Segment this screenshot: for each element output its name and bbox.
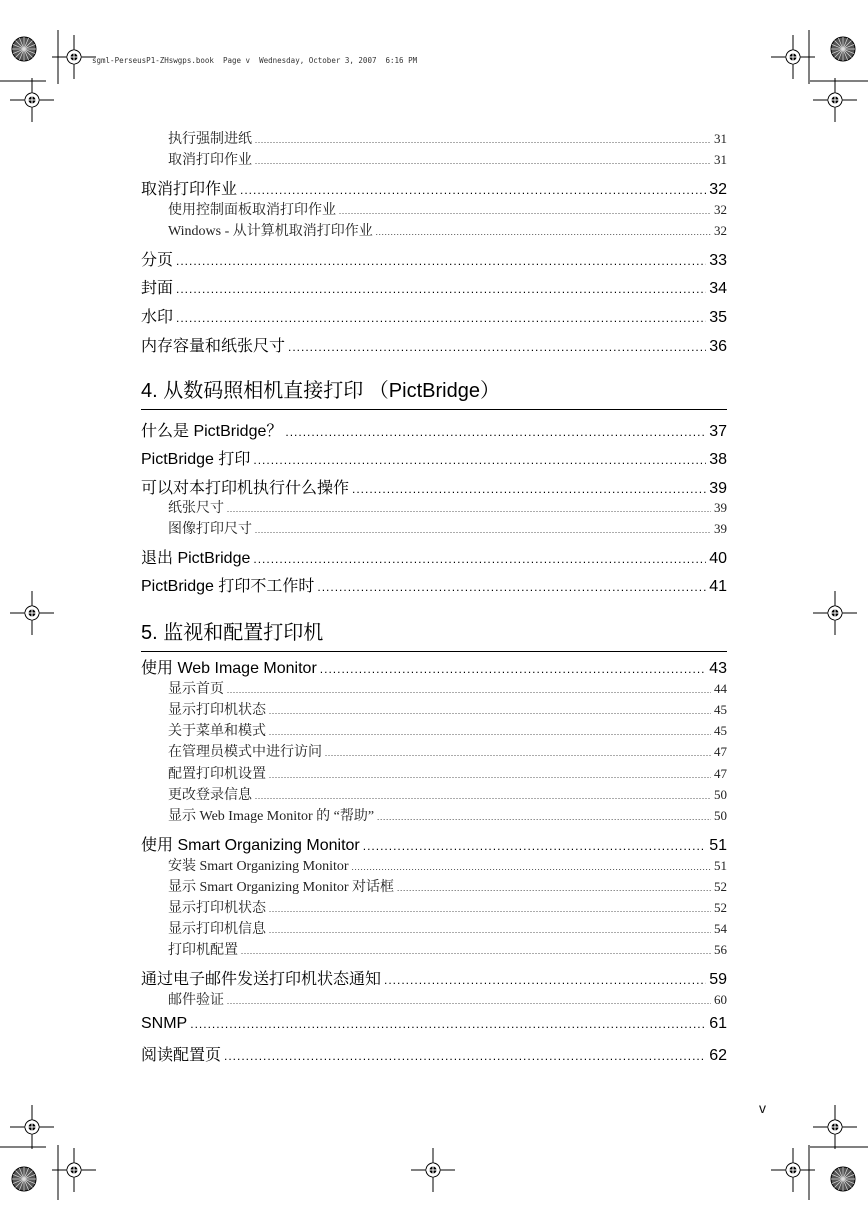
toc-page: 38 — [709, 451, 727, 468]
toc-page: 45 — [714, 702, 727, 717]
toc-title: 显示打印机状态 — [168, 901, 266, 916]
toc-title: 邮件验证 — [168, 993, 224, 1008]
toc-page: 60 — [714, 992, 727, 1007]
chapter-4-heading: 4. 从数码照相机直接打印 （PictBridge） — [141, 374, 727, 410]
toc-page: 62 — [709, 1047, 727, 1064]
toc-page: 51 — [709, 837, 727, 854]
toc-title: 在管理员模式中进行访问 — [168, 745, 322, 760]
toc-page: 54 — [714, 921, 727, 936]
toc-page: 45 — [714, 723, 727, 738]
toc-title: 退出 PictBridge — [141, 550, 251, 567]
toc-page: 32 — [714, 202, 727, 217]
toc-page: 36 — [709, 338, 727, 355]
crosshair-mark — [771, 1148, 815, 1192]
toc-page: 52 — [714, 900, 727, 915]
sunburst-mark-top-left — [12, 37, 36, 61]
toc-page: 40 — [709, 550, 727, 567]
toc-page: 32 — [709, 181, 727, 198]
toc-title: 显示打印机状态 — [168, 703, 266, 718]
toc-page: 47 — [714, 766, 727, 781]
toc-title: 水印 — [141, 309, 174, 326]
crosshair-mark — [411, 1148, 455, 1192]
toc-page: 34 — [709, 280, 727, 297]
toc-title: 取消打印作业 — [141, 181, 238, 198]
crosshair-mark — [52, 35, 96, 79]
chapter-5-heading: 5. 监视和配置打印机 — [141, 616, 727, 652]
toc-page: 47 — [714, 744, 727, 759]
toc-title: Windows - 从计算机取消打印作业 — [168, 224, 373, 239]
toc-title: 使用 Web Image Monitor — [141, 660, 317, 677]
toc-title: 关于菜单和模式 — [168, 724, 266, 739]
toc-title: 什么是 PictBridge？ — [141, 423, 283, 440]
toc-page: 31 — [714, 152, 727, 167]
crosshair-mark — [10, 1105, 54, 1149]
sunburst-mark-top-right — [831, 37, 855, 61]
crosshair-mark — [52, 1148, 96, 1192]
toc-page: 41 — [709, 578, 727, 595]
toc-title: 纸张尺寸 — [168, 501, 224, 516]
toc-title: 显示打印机信息 — [168, 922, 266, 937]
toc-page: 35 — [709, 309, 727, 326]
toc-page: 44 — [714, 681, 727, 696]
toc-page: 59 — [709, 971, 727, 988]
toc-page: 50 — [714, 808, 727, 823]
toc-page: 39 — [714, 500, 727, 515]
toc-page: 51 — [714, 858, 727, 873]
sunburst-mark-bottom-left — [12, 1167, 36, 1191]
toc-title: 使用 Smart Organizing Monitor — [141, 837, 360, 854]
toc-page: 37 — [709, 423, 727, 440]
toc-title: 显示首页 — [168, 682, 224, 697]
toc-title: 图像打印尺寸 — [168, 522, 252, 537]
toc-title: 封面 — [141, 280, 174, 297]
toc-page: 33 — [709, 252, 727, 269]
toc-page: 31 — [714, 131, 727, 146]
page-number: v — [759, 1100, 766, 1116]
crosshair-mark — [10, 591, 54, 635]
toc-title: 显示 Web Image Monitor 的 “帮助” — [168, 809, 375, 824]
toc-page: 52 — [714, 879, 727, 894]
sunburst-mark-bottom-right — [831, 1167, 855, 1191]
toc-title: 阅读配置页 — [141, 1047, 222, 1064]
crosshair-mark — [813, 591, 857, 635]
toc-title: PictBridge 打印 — [141, 451, 251, 468]
toc-page: 39 — [714, 521, 727, 536]
print-header: sgml-PerseusP1-ZHswgps.book Page v Wednesday, October 3, 2007 6:16 PM — [92, 56, 418, 65]
toc-title: 显示 Smart Organizing Monitor 对话框 — [168, 880, 395, 895]
toc-title: PictBridge 打印不工作时 — [141, 578, 315, 595]
toc-title: 取消打印作业 — [168, 153, 252, 168]
crosshair-mark — [10, 78, 54, 122]
toc-page: 32 — [714, 223, 727, 238]
toc-title: 安装 Smart Organizing Monitor — [168, 859, 349, 874]
toc-page: 56 — [714, 942, 727, 957]
toc-page: 43 — [709, 660, 727, 677]
toc-title: 可以对本打印机执行什么操作 — [141, 480, 350, 497]
crosshair-mark — [771, 35, 815, 79]
toc-title: 通过电子邮件发送打印机状态通知 — [141, 971, 382, 988]
toc-title: 使用控制面板取消打印作业 — [168, 203, 336, 218]
toc-title: 内存容量和纸张尺寸 — [141, 338, 286, 355]
toc-title: 打印机配置 — [168, 943, 238, 958]
toc-page: 50 — [714, 787, 727, 802]
toc-title: 分页 — [141, 252, 174, 269]
toc-title: 配置打印机设置 — [168, 767, 266, 782]
toc-page: 39 — [709, 480, 727, 497]
toc-title: SNMP — [141, 1015, 188, 1032]
crosshair-mark — [813, 1105, 857, 1149]
toc-title: 执行强制进纸 — [168, 132, 252, 147]
crosshair-mark — [813, 78, 857, 122]
toc-title: 更改登录信息 — [168, 788, 252, 803]
toc-page: 61 — [709, 1015, 727, 1032]
